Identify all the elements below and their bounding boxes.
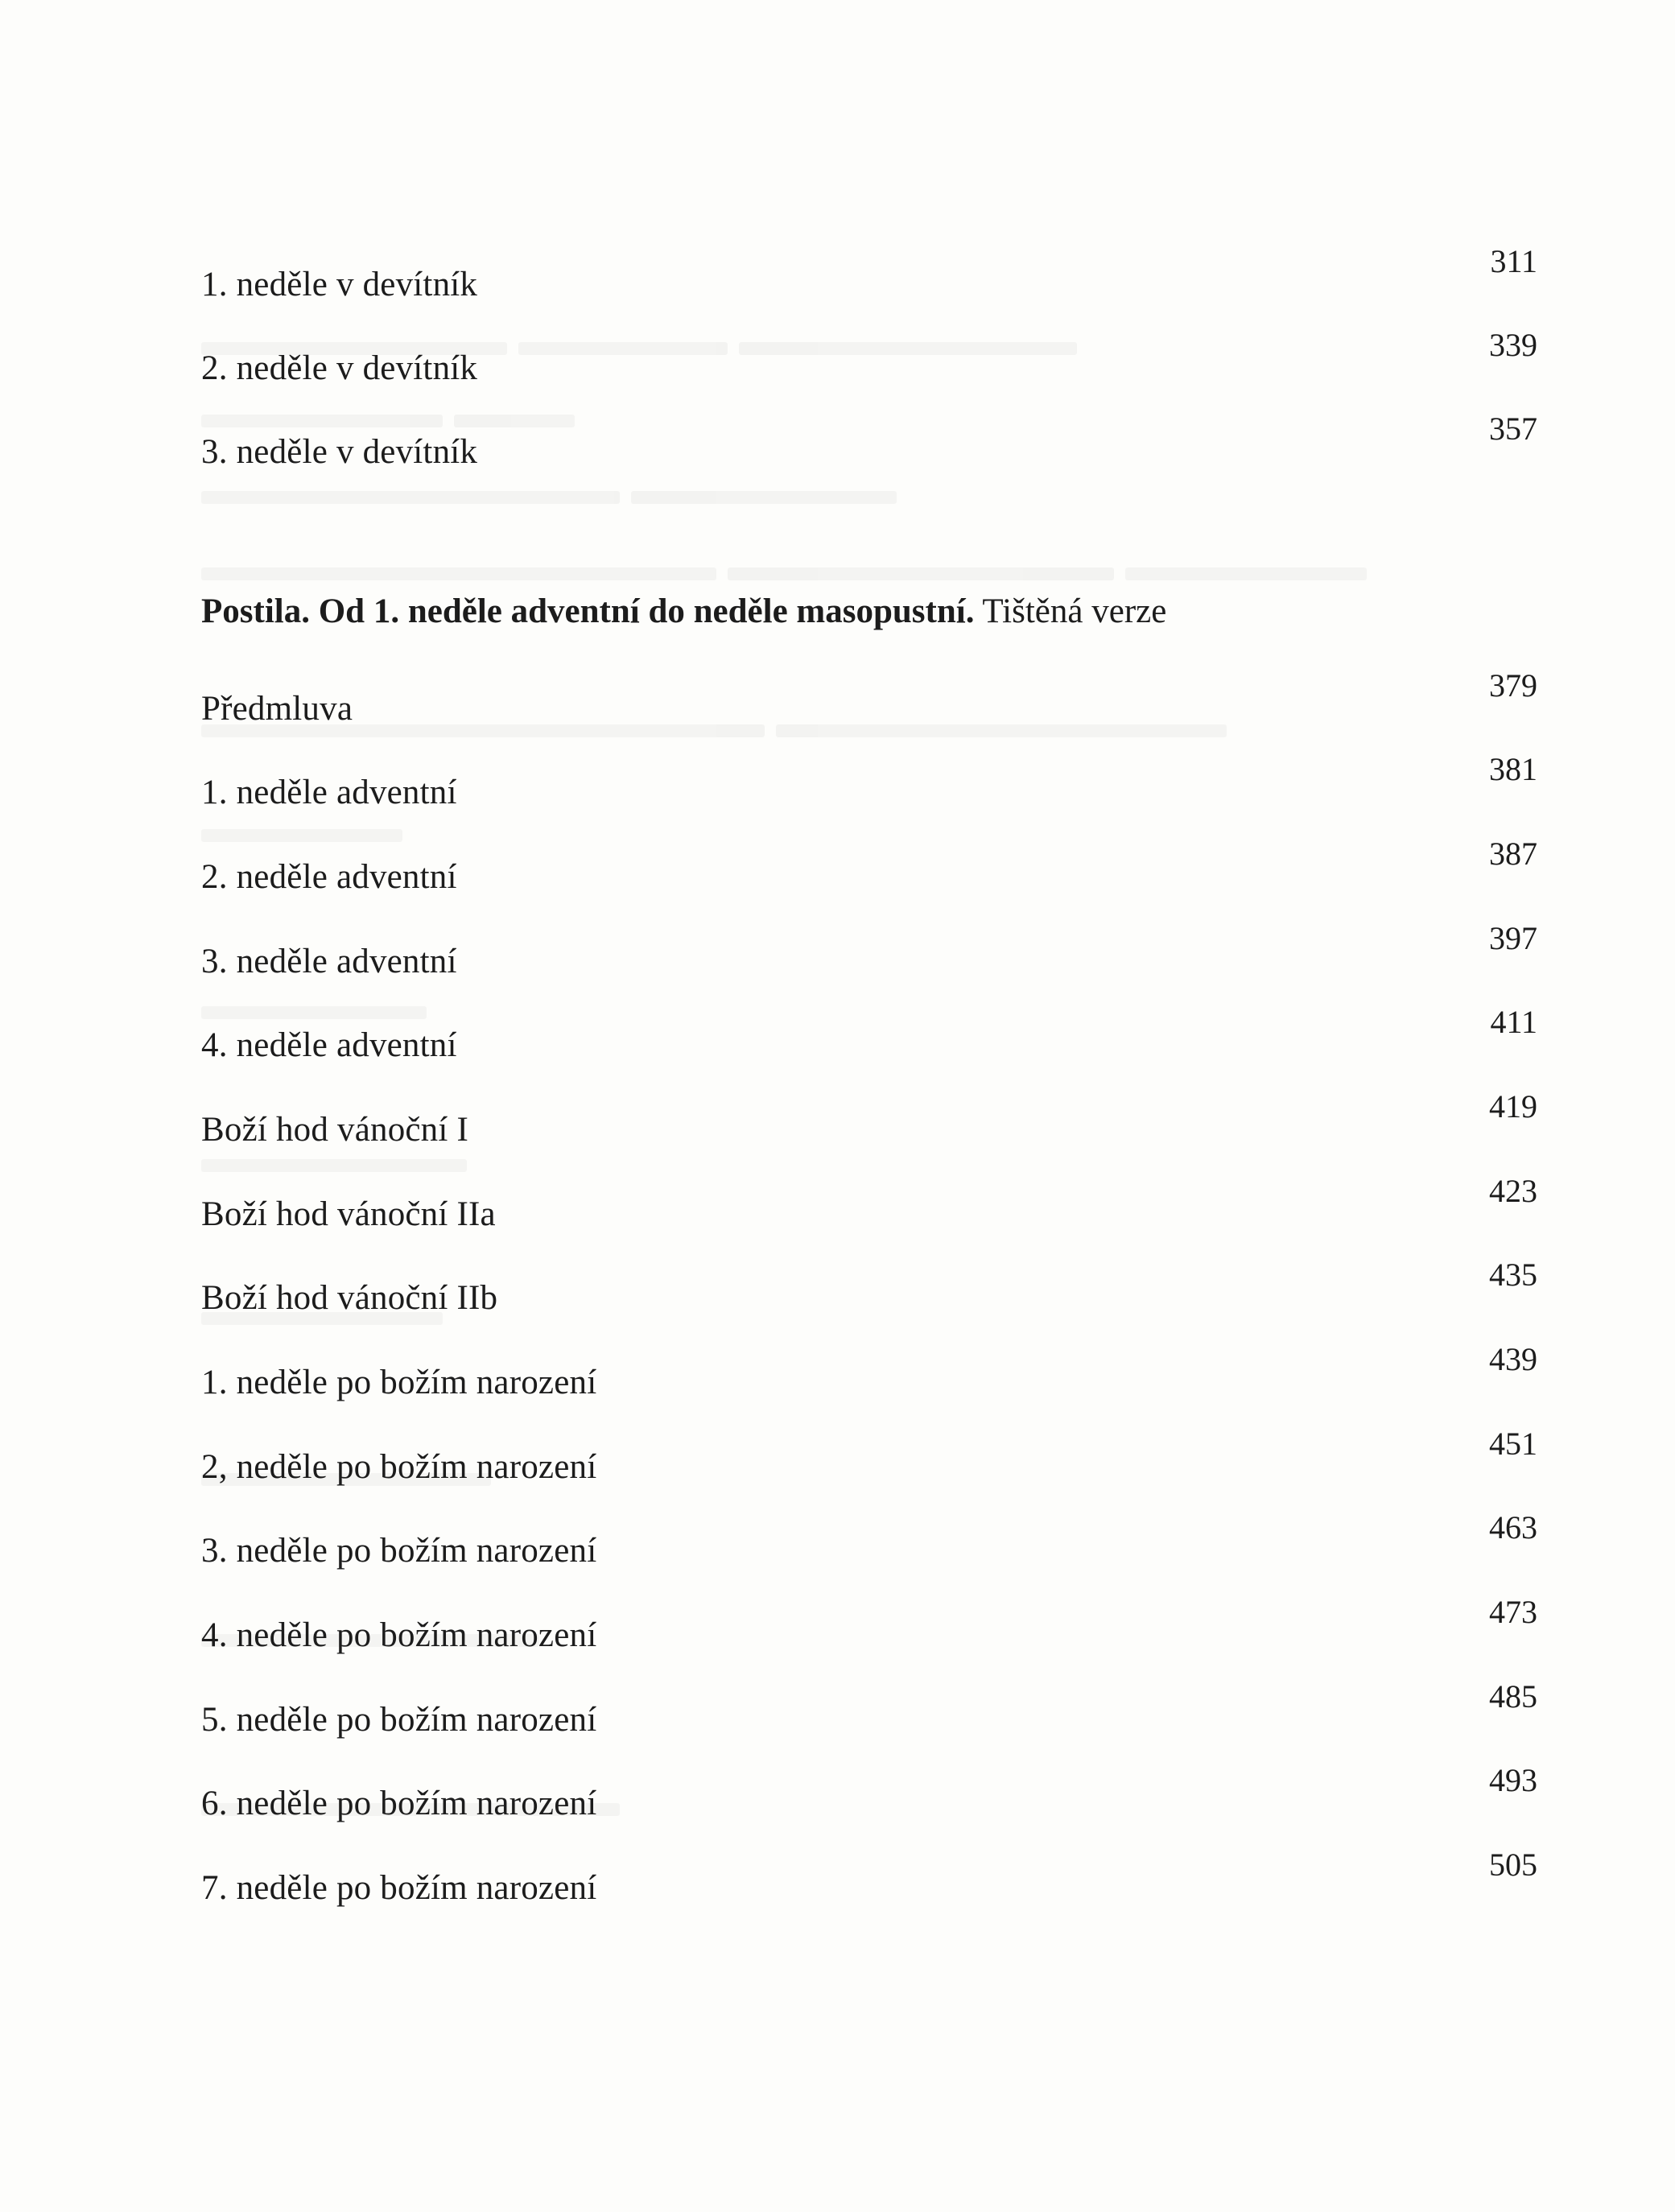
toc-entry-title: 1. neděle v devítník <box>201 266 478 303</box>
toc-entry <box>201 838 1537 894</box>
toc-entry-title: Boží hod vánoční IIb <box>201 1279 498 1317</box>
toc-entry-title: 3. neděle po božím narození <box>201 1532 597 1570</box>
toc-entry-title: 2. neděle v devítník <box>201 349 478 387</box>
toc-entry <box>201 1509 1537 1570</box>
toc-entry-page: 357 <box>1489 411 1537 447</box>
toc-entry-page: 439 <box>1489 1341 1537 1377</box>
toc-entry-page: 311 <box>1490 243 1537 279</box>
toc-entry <box>201 667 1537 728</box>
toc-entry <box>201 753 1537 810</box>
toc-entry-title: 3. neděle adventní <box>201 943 457 980</box>
toc-entry-title: Boží hod vánoční IIa <box>201 1195 496 1233</box>
section-heading <box>201 594 1166 629</box>
toc-entry-title: 6. neděle po božím narození <box>201 1785 597 1822</box>
toc-entry <box>201 1175 1537 1232</box>
toc-entry-title: Předmluva <box>201 690 353 728</box>
toc-entry <box>201 413 1537 469</box>
toc-entry-page: 381 <box>1489 751 1537 787</box>
toc-entry-page: 463 <box>1489 1509 1537 1546</box>
toc-entry <box>201 1006 1537 1063</box>
toc-entry <box>201 1678 1537 1739</box>
toc-entry-title: 5. neděle po božím narození <box>201 1701 597 1739</box>
toc-entry-title: Boží hod vánoční I <box>201 1111 468 1149</box>
toc-entry-page: 411 <box>1490 1004 1537 1040</box>
toc-entry-page: 473 <box>1489 1594 1537 1630</box>
section-heading-bold: Postila. Od 1. neděle adventní do neděle masopustní. <box>201 592 975 630</box>
toc-entry <box>201 1596 1537 1653</box>
toc-entry-title: 1. neděle adventní <box>201 774 457 811</box>
toc-entry-title: 4. neděle po božím narození <box>201 1616 597 1654</box>
toc-entry <box>201 1428 1537 1484</box>
show-through-line <box>201 491 1537 515</box>
toc-entry <box>201 329 1537 386</box>
toc-entry <box>201 922 1537 979</box>
toc-entry-page: 379 <box>1489 667 1537 704</box>
toc-entry <box>201 1088 1537 1149</box>
section-heading-regular: Tištěná verze <box>974 592 1167 630</box>
toc-entry-title: 7. neděle po božím narození <box>201 1869 597 1907</box>
toc-entry-page: 485 <box>1489 1678 1537 1715</box>
toc-entry-page: 397 <box>1489 920 1537 956</box>
toc-entry-page: 419 <box>1489 1088 1537 1125</box>
toc-entry-title: 3. neděle v devítník <box>201 433 478 471</box>
show-through-line <box>201 567 1537 592</box>
toc-entry-title: 1. neděle po božím narození <box>201 1364 597 1401</box>
toc-entry-page: 493 <box>1489 1762 1537 1798</box>
toc-entry <box>201 1259 1537 1315</box>
toc-entry-title: 2. neděle adventní <box>201 858 457 896</box>
toc-entry-page: 339 <box>1489 327 1537 363</box>
toc-entry-title: 2, neděle po božím narození <box>201 1448 597 1486</box>
toc-entry-page: 505 <box>1489 1847 1537 1883</box>
toc-entry-page: 435 <box>1489 1257 1537 1293</box>
toc-entry <box>201 1764 1537 1821</box>
show-through-line <box>201 724 1537 749</box>
toc-entry-page: 451 <box>1489 1426 1537 1462</box>
toc-entry <box>201 1343 1537 1400</box>
toc-entry-title: 4. neděle adventní <box>201 1026 457 1064</box>
toc-entry-page: 387 <box>1489 836 1537 872</box>
toc-entry <box>201 243 1537 303</box>
toc-entry-page: 423 <box>1489 1173 1537 1209</box>
toc-entry <box>201 1849 1537 1905</box>
